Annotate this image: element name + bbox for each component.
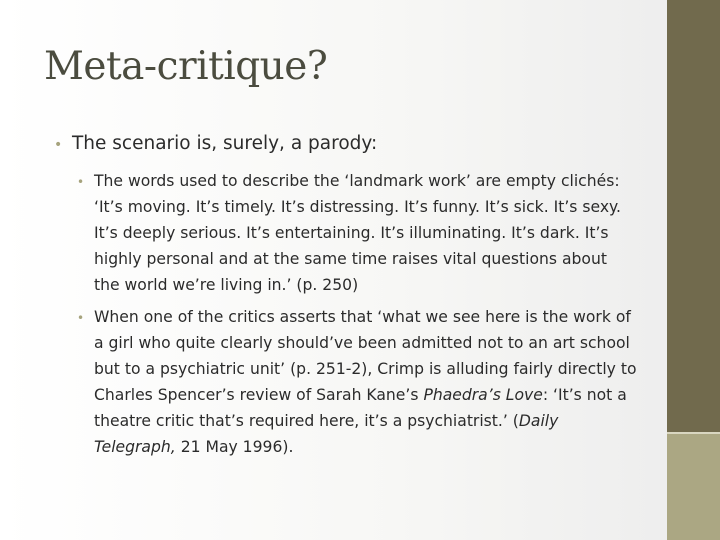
sub-bullet-2: [77, 304, 637, 460]
slide-title: Meta-critique?: [44, 44, 328, 89]
sub-bullet-text: [77, 304, 637, 460]
bullet-level-1: [54, 133, 644, 154]
text-segment: When one of the critics asserts that ‘what we see here is the work of a girl who quite clearly should’ve been admitted not to an art school but to a psychiatric unit’ (p. 251-2), Crimp is alluding fairly directly to Charles Spencer’s review of Sarah Kane’s: [94, 308, 637, 404]
bullet-text: The scenario is, surely, a parody:: [72, 133, 378, 154]
right-accent-band-light: [667, 432, 720, 540]
text-segment: : ‘It’s not a theatre critic that’s required here, it’s a psychiatrist.’ (: [94, 386, 627, 430]
newspaper-title-italic: Daily Telegraph,: [94, 412, 559, 456]
sub-bullet-1: [77, 168, 637, 298]
bullet-dot-icon: •: [54, 137, 63, 153]
bullet-dot-icon: •: [77, 175, 85, 189]
bullet-dot-icon: •: [77, 311, 85, 325]
play-title-italic: Phaedra’s Love: [423, 386, 543, 404]
text-segment: 21 May 1996).: [175, 438, 294, 456]
right-accent-band-dark: [667, 0, 720, 432]
sub-bullet-text: The words used to describe the ‘landmark work’ are empty clichés: ‘It’s moving. It’s timely. It’s distressing. It’s funny. It’s sick. It’s sexy. It’s deeply serious. It’s entertaining. It’s illuminating. It’s dark. It’s highly personal and at the same time raises vital questions about the world we’re living in.’ (p. 250): [94, 172, 622, 294]
